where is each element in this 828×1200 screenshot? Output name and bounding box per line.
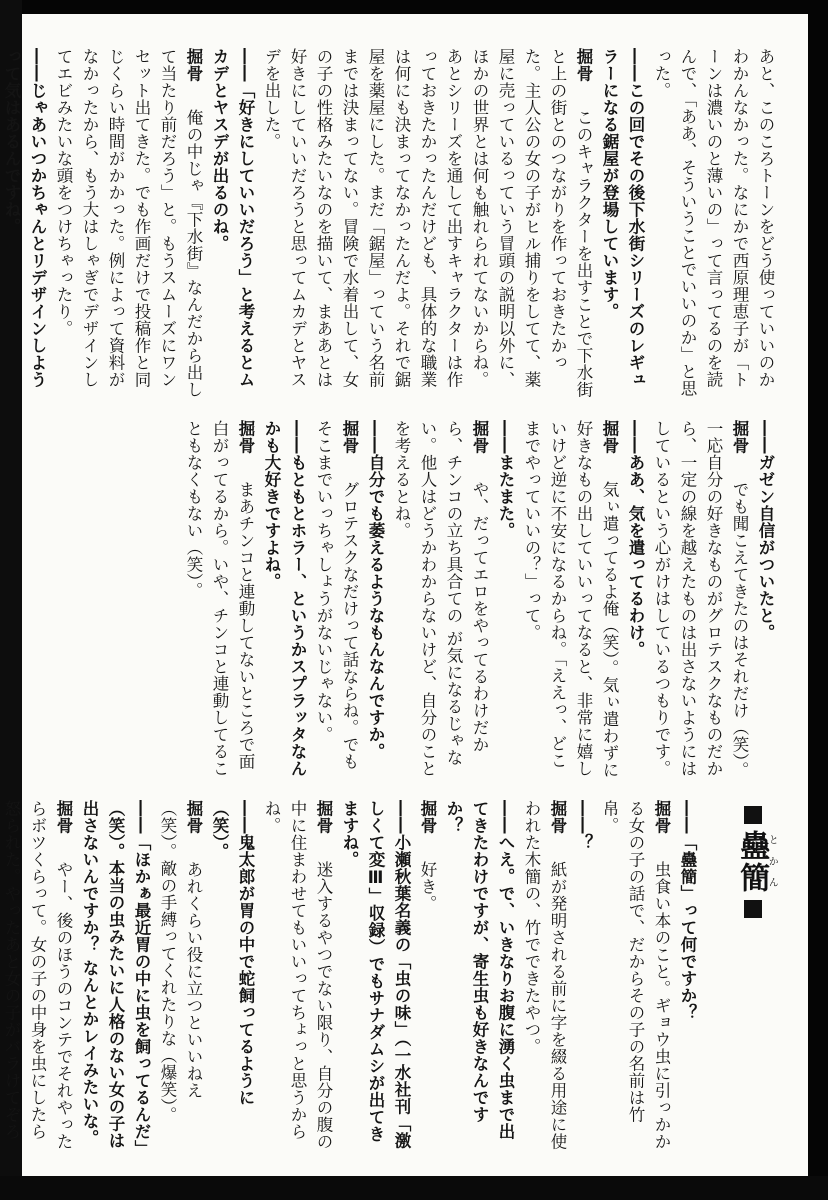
speaker-name: 掘骨 — [54, 800, 73, 834]
answer-text: でも聞こえてきたのはそれだけ（笑）。一応自分の好きなものがグロテスクなものだから、一定の線を越えたものは出さないようにはしているという心がけはしているつもりです。 — [652, 420, 749, 779]
interviewee-answer — [154, 800, 206, 1150]
interviewer-question — [0, 48, 50, 398]
interviewee-answer — [50, 48, 206, 398]
speaker-name: 掘骨 — [340, 420, 359, 454]
interview-tier-top — [2, 48, 778, 398]
speaker-name: 掘骨 — [418, 800, 437, 834]
interviewer-question — [596, 48, 648, 398]
question-text: ――へえ。で、いきなりお腹に湧く虫まで出てきたわけですが、寄生虫も好きなんですか？ — [444, 800, 515, 1140]
interviewer-question — [258, 420, 310, 782]
question-text: ――この回でその後下水街シリーズのレギュラーになる鋸屋が登場しています。 — [600, 48, 645, 388]
interviewee-answer — [518, 800, 570, 1150]
scan-border-right — [808, 0, 828, 1200]
answer-text: 迷入するやつでない限り、自分の腹の中に住まわせてもいいってちょっと思うからね。 — [262, 800, 333, 1150]
interviewee-answer — [0, 800, 76, 1150]
answer-text: まあチンコと連動してないところで面白がってるから。いや、チンコと連動してることもなくもない（笑）。 — [184, 420, 255, 777]
speaker-name: 掘骨 — [548, 800, 567, 834]
answer-text: 虫食い本のこと。ギョウ虫に引っかかる女の子の話で、だからその子の名前は竹帛。 — [600, 800, 671, 1150]
speaker-name: 掘骨 — [236, 420, 255, 454]
answer-text: このキャラクターを出すことで下水街と上の街とのつながりを作っておきたかった。主人公の女の子がヒル捕りをしてて、薬屋に売っているっていう冒頭の説明以外に、ほかの世界とは何も触れられてないからね。あとシリーズを通して出すキャラクターは作っておきたかったんだけども、具体的な職業は何にも決まってなかったんだよ。それで鋸屋を薬屋にした。まだ「鋸屋」っていう名前までは決まってない。冒険で水着出して、女の子の性格みたいなのを描いて、まああとは好きにしていいだろうと思ってムカデとヤスデを出した。 — [262, 48, 593, 398]
interviewee-answer — [258, 800, 336, 1150]
interviewer-question — [622, 420, 648, 782]
interviewer-question — [76, 800, 154, 1150]
speaker-name: 掘骨 — [470, 420, 489, 454]
answer-text: 紙が発明される前に字を綴る用途に使われた木簡の、竹でできたやつ。 — [522, 800, 567, 1150]
speaker-name: 掘骨 — [184, 48, 203, 82]
answer-text: 好き。 — [418, 843, 437, 912]
answer-text: グロテスクなだけって話ならね。でもそこまでいっちゃしょうがないじゃない。 — [314, 420, 359, 770]
interviewee-answer — [180, 420, 258, 782]
question-text: ――鬼太郎が胃の中で蛇飼ってるように（笑）。 — [210, 800, 255, 1106]
paragraph-text: あと、このころトーンをどう使っていいのかわかんなかった。なにかで西原理恵子が「トーンは濃いのと薄いの」って言ってるのを読んで、「ああ、そういうことでいいのか」と思った。 — [652, 48, 775, 397]
answer-text: や、だってエロをやってるわけだから、チンコの立ち具合ての が気になるじゃない。他人はどうかわからないけど、自分のことを考えるとね。 — [392, 420, 489, 777]
answer-text: やー、後のほうのコンテでそれやったらボツくらって。女の子の中身を虫にしたら怒られた。やったあと女の子がバラけてぞろ — [2, 800, 73, 1150]
question-text: ――もともとホラー、というかスプラッタなんかも大好きですよね。 — [262, 420, 307, 777]
speaker-name: 掘骨 — [652, 800, 671, 834]
question-text: ――「好きにしていいだろう」と考えるとムカデとヤスデが出るのね。 — [210, 48, 255, 388]
interviewee-answer — [310, 420, 362, 782]
interviewer-question — [206, 48, 258, 398]
interviewer-question — [674, 800, 700, 1150]
interviewer-question — [570, 800, 596, 1150]
body-paragraph — [648, 48, 778, 398]
interviewee-answer — [518, 420, 622, 782]
speaker-name: 掘骨 — [574, 48, 593, 82]
interviewer-question — [336, 800, 414, 1150]
question-text: ――「ほかぁ最近胃の中に虫を飼ってるんだ」（笑）。本当の虫みたいに人格のない女の子は出さないんですか？ なんとかレイみたいな。 — [80, 800, 151, 1149]
interview-tier-bottom — [2, 800, 700, 1150]
interviewee-answer — [388, 420, 492, 782]
section-title: 蠱簡とかん — [734, 830, 778, 894]
question-text: ――？ — [574, 800, 593, 851]
heading-square-marker — [744, 806, 762, 824]
question-text: ――じゃあいつかちゃんとリデザインしようって気はあるんですね。 — [2, 48, 47, 388]
interviewee-answer — [648, 420, 752, 782]
scan-border-top — [0, 0, 828, 14]
question-text: ――ガゼン自信がついたと。 — [756, 420, 775, 641]
speaker-name: 掘骨 — [730, 420, 749, 454]
section-heading — [724, 800, 782, 990]
question-text: ――自分でも萎えるようなもんなんですか。 — [366, 420, 385, 760]
question-text: ――小瀬秋葉名義の「虫の味」（一水社刊「激しくて変Ⅲ」収録）でもサナダムシが出てきますね。 — [340, 800, 411, 1149]
interviewer-question — [206, 800, 258, 1150]
heading-square-marker — [744, 900, 762, 918]
interviewer-question — [752, 420, 778, 782]
interviewer-question — [440, 800, 518, 1150]
interviewee-answer — [596, 800, 674, 1150]
question-text: ――「蠱簡」って何ですか？ — [678, 800, 697, 1021]
answer-text: 俺の中じゃ『下水街』なんだから出して当たり前だろう」と。もうスムーズにワンセット出てきた。でも作画だけで投稿作と同じくらい時間がかかった。例によって資料がなかったから、もう大はしゃぎでデザインしてエビみたいな頭をつけちゃったり。 — [54, 48, 203, 398]
interviewee-answer — [258, 48, 596, 398]
interviewer-question — [492, 420, 518, 782]
question-text: ――ああ、気を遣ってるわけ。 — [626, 420, 645, 658]
interviewee-answer — [414, 800, 440, 1150]
speaker-name: 掘骨 — [184, 800, 203, 834]
scan-border-bottom — [0, 1176, 828, 1200]
question-text: ――またまた。 — [496, 420, 515, 539]
answer-text: 気ぃ遣ってるよ俺（笑）。気ぃ遣わずに好きなもの出していいってなると、非常に嬉しいけど逆に不安になるからね。「ええっ、どこまでやっていいの？」って。 — [522, 420, 619, 779]
interviewer-question — [362, 420, 388, 782]
speaker-name: 掘骨 — [314, 800, 333, 834]
speaker-name: 掘骨 — [600, 420, 619, 454]
interview-tier-middle — [60, 420, 778, 782]
answer-text: あれくらい役に立つといいねえ（笑）。敵の手縛ってくれたりな（爆笑）。 — [158, 800, 203, 1124]
